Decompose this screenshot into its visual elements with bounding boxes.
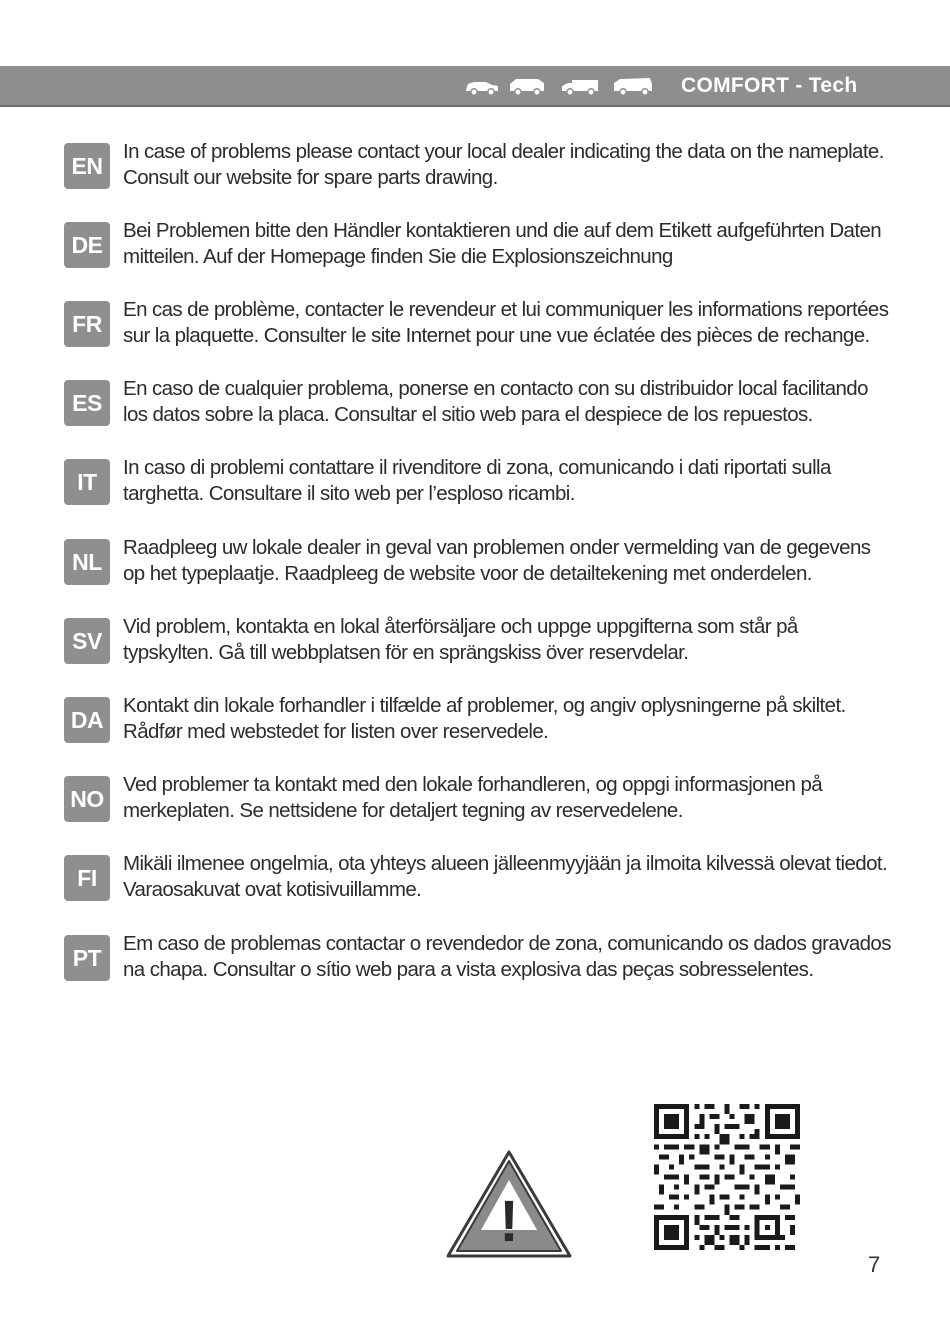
language-text: En caso de cualquier problema, ponerse en contacto con su distribuidor local facilitando los datos sobre la placa. Consultar el sitio web para el despiece de los repuestos. xyxy=(123,377,868,426)
language-badge: NO xyxy=(64,776,110,822)
language-text: Raadpleeg uw lokale dealer in geval van problemen onder vermelding van de gegevens op het typeplaatje. Raadpleeg de website voor de detailtekening met onderdelen. xyxy=(123,536,871,585)
language-badge: FR xyxy=(64,301,110,347)
language-text: Kontakt din lokale forhandler i tilfælde af problemer, og angiv oplysningerne på skiltet. Rådfør med webstedet for listen over reservedele. xyxy=(123,694,846,743)
van-icon xyxy=(510,79,544,95)
qr-code-icon xyxy=(654,1104,800,1255)
language-badge: IT xyxy=(64,459,110,505)
car-icon xyxy=(466,82,498,95)
language-text: In case of problems please contact your local dealer indicating the data on the nameplate. Consult our website for spare parts drawing. xyxy=(123,140,884,189)
language-badge: ES xyxy=(64,380,110,426)
language-text: En cas de problème, contacter le revendeur et lui communiquer les informations reportées sur la plaquette. Consulter le site Internet pour une vue éclatée des pièces de rechange. xyxy=(123,298,889,347)
warning-exclamation: ! xyxy=(499,1189,519,1254)
language-text: In caso di problemi contattare il rivenditore di zona, comunicando i dati riportati sulla targhetta. Consultare il sito web per l’esploso ricambi. xyxy=(123,456,831,505)
language-text: Em caso de problemas contactar o revendedor de zona, comunicando os dados gravados na chapa. Consultar o sítio web para a vista explosiva das peças sobresselentes. xyxy=(123,932,891,981)
page-number: 7 xyxy=(868,1252,881,1277)
language-badge: PT xyxy=(64,935,110,981)
language-badge: NL xyxy=(64,539,110,585)
language-text: Mikäli ilmenee ongelmia, ota yhteys alueen jälleenmyyjään ja ilmoita kilvessä olevat tiedot. Varaosakuvat ovat kotisivuillamme. xyxy=(123,852,888,901)
warning-triangle-icon xyxy=(444,1148,574,1267)
header-title: COMFORT - Tech xyxy=(681,74,858,97)
header-bar xyxy=(0,66,950,107)
language-text: Ved problemer ta kontakt med den lokale forhandleren, og oppgi informasjonen på merkeplaten. Se nettsidene for detaljert tegning av reservedelene. xyxy=(123,773,823,822)
camper-icon xyxy=(614,78,652,95)
language-badge: FI xyxy=(64,855,110,901)
language-badge: SV xyxy=(64,618,110,664)
language-text: Bei Problemen bitte den Händler kontaktieren und die auf dem Etikett aufgeführten Daten mitteilen. Auf der Homepage finden Sie die Explosionszeichnung xyxy=(123,219,882,268)
language-badge: DA xyxy=(64,697,110,743)
language-badge: EN xyxy=(64,143,110,189)
language-badge: DE xyxy=(64,222,110,268)
language-text: Vid problem, kontakta en lokal återförsäljare och uppge uppgifterna som står på typskylten. Gå till webbplatsen för en sprängskiss över reservdelar. xyxy=(123,615,798,664)
truck-icon xyxy=(562,80,598,95)
vehicle-icons xyxy=(464,74,664,98)
